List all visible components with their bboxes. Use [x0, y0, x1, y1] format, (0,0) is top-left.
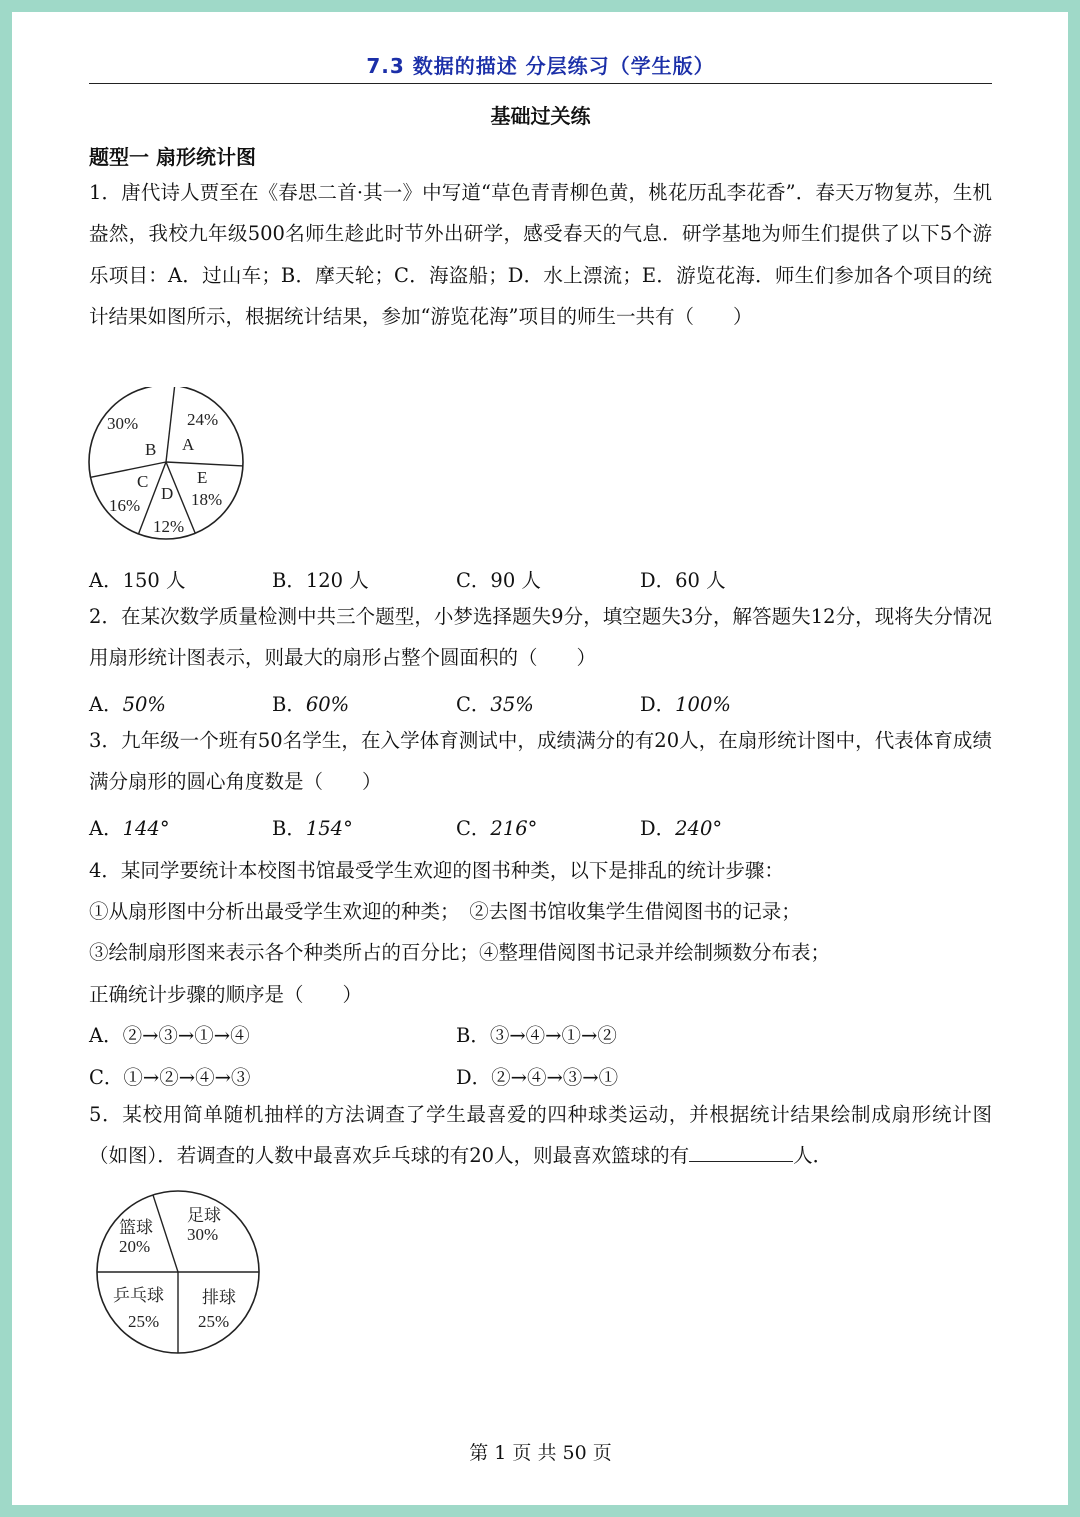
question-1-pie-chart [87, 387, 257, 557]
question-5-text: 5．某校用简单随机抽样的方法调查了学生最喜爱的四种球类运动，并根据统计结果绘制成扇形统计图（如图）．若调查的人数中最喜欢乒乓球的有20人，则最喜欢篮球的有 人． [89, 1103, 992, 1168]
q5-label-zuqiu: 足球 [187, 1206, 221, 1225]
q1-option-d[interactable]: D．60 人 [640, 569, 726, 592]
question-4-steps-2: ③绘制扇形图来表示各个种类所占的百分比；④整理借阅图书记录并绘制频数分布表； [89, 941, 831, 964]
q1-label-c: C [137, 472, 149, 491]
q3-option-d[interactable]: D．240° [640, 817, 723, 840]
q3-option-b[interactable]: B．154° [272, 817, 353, 840]
q4-option-a[interactable]: A．②→③→①→④ [89, 1024, 250, 1047]
question-2-text: 2．在某次数学质量检测中共三个题型，小梦选择题失9分，填空题失3分，解答题失12分，现将失分情况用扇形统计图表示，则最大的扇形占整个圆面积的（ ） [89, 605, 992, 670]
q4-option-b[interactable]: B．③→④→①→② [456, 1024, 617, 1047]
q1-label-percent-e: 18% [191, 490, 223, 509]
page-title: 7.3 数据的描述 分层练习（学生版） [366, 54, 715, 78]
section-heading: 基础过关练 [490, 104, 591, 128]
q1-option-b[interactable]: B．120 人 [272, 569, 369, 592]
q1-option-a[interactable]: A．150 人 [89, 569, 186, 592]
q5-slice-edge-0 [153, 1195, 178, 1272]
q1-label-percent-a: 24% [187, 410, 219, 429]
q1-label-b: B [145, 440, 157, 459]
question-1-text: 1．唐代诗人贾至在《春思二首·其一》中写道“草色青青柳色黄，桃花历乱李花香”．春天万物复苏，生机盎然，我校九年级500名师生趁此时节外出研学，感受春天的气息．研学基地为师生们提供了以下5个游乐项目：A．过山车；B．摩天轮；C．海盗船；D．水上漂流；E．游览花海．师生们参加各个项目的统计结果如图所示，根据统计结果，参加“游览花海”项目的师生一共有（ ） [89, 181, 992, 328]
q5-label-percent-lanqiu: 20% [119, 1237, 151, 1256]
q5-label-lanqiu: 篮球 [119, 1218, 153, 1237]
q5-label-paiqiu: 排球 [202, 1288, 236, 1307]
q1-slice-edge-4 [91, 462, 166, 477]
q4-option-d[interactable]: D．②→④→③→① [456, 1066, 619, 1089]
page-footer: 第 1 页 共 50 页 [469, 1442, 612, 1464]
q5-label-percent-paiqiu: 25% [198, 1312, 230, 1331]
q1-label-percent-c: 16% [109, 496, 141, 515]
q1-label-e: E [197, 468, 208, 487]
q1-label-d: D [161, 484, 174, 503]
q1-option-c[interactable]: C．90 人 [456, 569, 541, 592]
question-4-ask: 正确统计步骤的顺序是（ ） [89, 983, 363, 1006]
q2-option-c[interactable]: C．35% [456, 693, 534, 716]
q1-label-percent-b: 30% [107, 414, 139, 433]
q4-option-c[interactable]: C．①→②→④→③ [89, 1066, 251, 1089]
title-rule [89, 83, 992, 84]
q1-slice-edge-1 [166, 462, 243, 466]
q2-option-b[interactable]: B．60% [272, 693, 350, 716]
q2-option-d[interactable]: D．100% [640, 693, 731, 716]
q5-label-percent-pingpang: 25% [128, 1312, 160, 1331]
q1-label-percent-d: 12% [153, 517, 185, 536]
q3-option-c[interactable]: C．216° [456, 817, 538, 840]
q5-answer-blank[interactable] [689, 1143, 793, 1162]
q5-label-percent-zuqiu: 30% [187, 1225, 219, 1244]
page [12, 12, 1068, 1505]
q2-option-a[interactable]: A．50% [89, 693, 166, 716]
q5-label-pingpang: 乒乓球 [113, 1286, 164, 1305]
question-4-steps-1: ①从扇形图中分析出最受学生欢迎的种类； ②去图书馆收集学生借阅图书的记录； [89, 900, 801, 923]
q1-slice-edge-0 [166, 387, 175, 462]
q1-label-a: A [182, 435, 195, 454]
question-5-pie-chart [95, 1189, 270, 1364]
q3-option-a[interactable]: A．144° [89, 817, 170, 840]
question-4-text: 4．某同学要统计本校图书馆最受学生欢迎的图书种类，以下是排乱的统计步骤： [89, 859, 784, 882]
question-type-heading: 题型一 扇形统计图 [89, 145, 256, 169]
question-3-text: 3．九年级一个班有50名学生，在入学体育测试中，成绩满分的有20人，在扇形统计图中，代表体育成绩满分扇形的圆心角度数是（ ） [89, 729, 992, 794]
